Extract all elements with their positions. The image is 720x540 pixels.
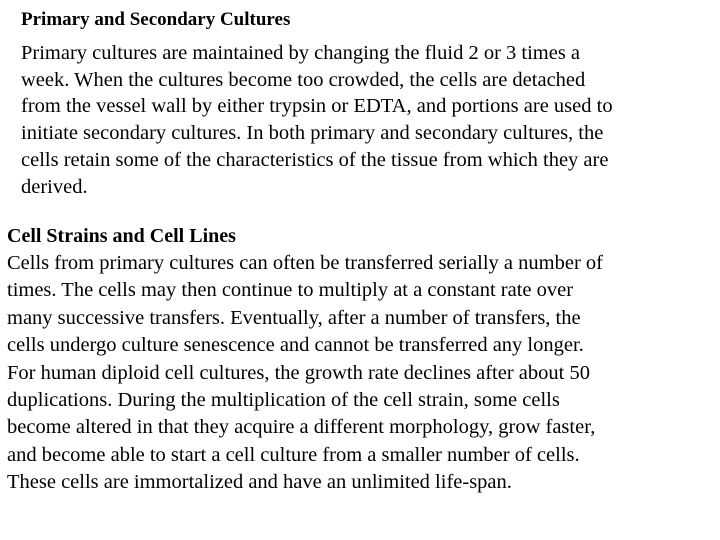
paragraph-line: These cells are immortalized and have an unlimited life-span. bbox=[7, 471, 512, 494]
paragraph-line: duplications. During the multiplication of the cell strain, some cells bbox=[7, 389, 560, 412]
section-heading-primary-secondary-cultures: Primary and Secondary Cultures bbox=[21, 9, 291, 30]
paragraph-line: many successive transfers. Eventually, after a number of transfers, the bbox=[7, 306, 581, 329]
paragraph-line: cells retain some of the characteristics of the tissue from which they are bbox=[21, 148, 609, 171]
paragraph-line: become altered in that they acquire a different morphology, grow faster, bbox=[7, 416, 596, 439]
paragraph-line: Cells from primary cultures can often be transferred serially a number of bbox=[7, 252, 603, 274]
paragraph-line: week. When the cultures become too crowded, the cells are detached bbox=[21, 68, 586, 91]
paragraph-line: cells undergo culture senescence and cannot be transferred any longer. bbox=[7, 334, 584, 357]
paragraph-line: times. The cells may then continue to multiply at a constant rate over bbox=[7, 279, 574, 302]
paragraph-line: from the vessel wall by either trypsin or EDTA, and portions are used to bbox=[21, 95, 613, 118]
paragraph-line: For human diploid cell cultures, the growth rate declines after about 50 bbox=[7, 361, 590, 384]
paragraph-line: Primary cultures are maintained by changing the fluid 2 or 3 times a bbox=[21, 42, 581, 64]
paragraph-line: initiate secondary cultures. In both primary and secondary cultures, the bbox=[21, 122, 604, 145]
paragraph-line: and become able to start a cell culture from a smaller number of cells. bbox=[7, 443, 580, 466]
paragraph-line: derived. bbox=[21, 175, 88, 198]
paragraph-primary-cultures bbox=[21, 40, 711, 200]
paragraph-cell-strains bbox=[7, 250, 713, 497]
section-heading-cell-strains-and-lines: Cell Strains and Cell Lines bbox=[7, 225, 236, 247]
